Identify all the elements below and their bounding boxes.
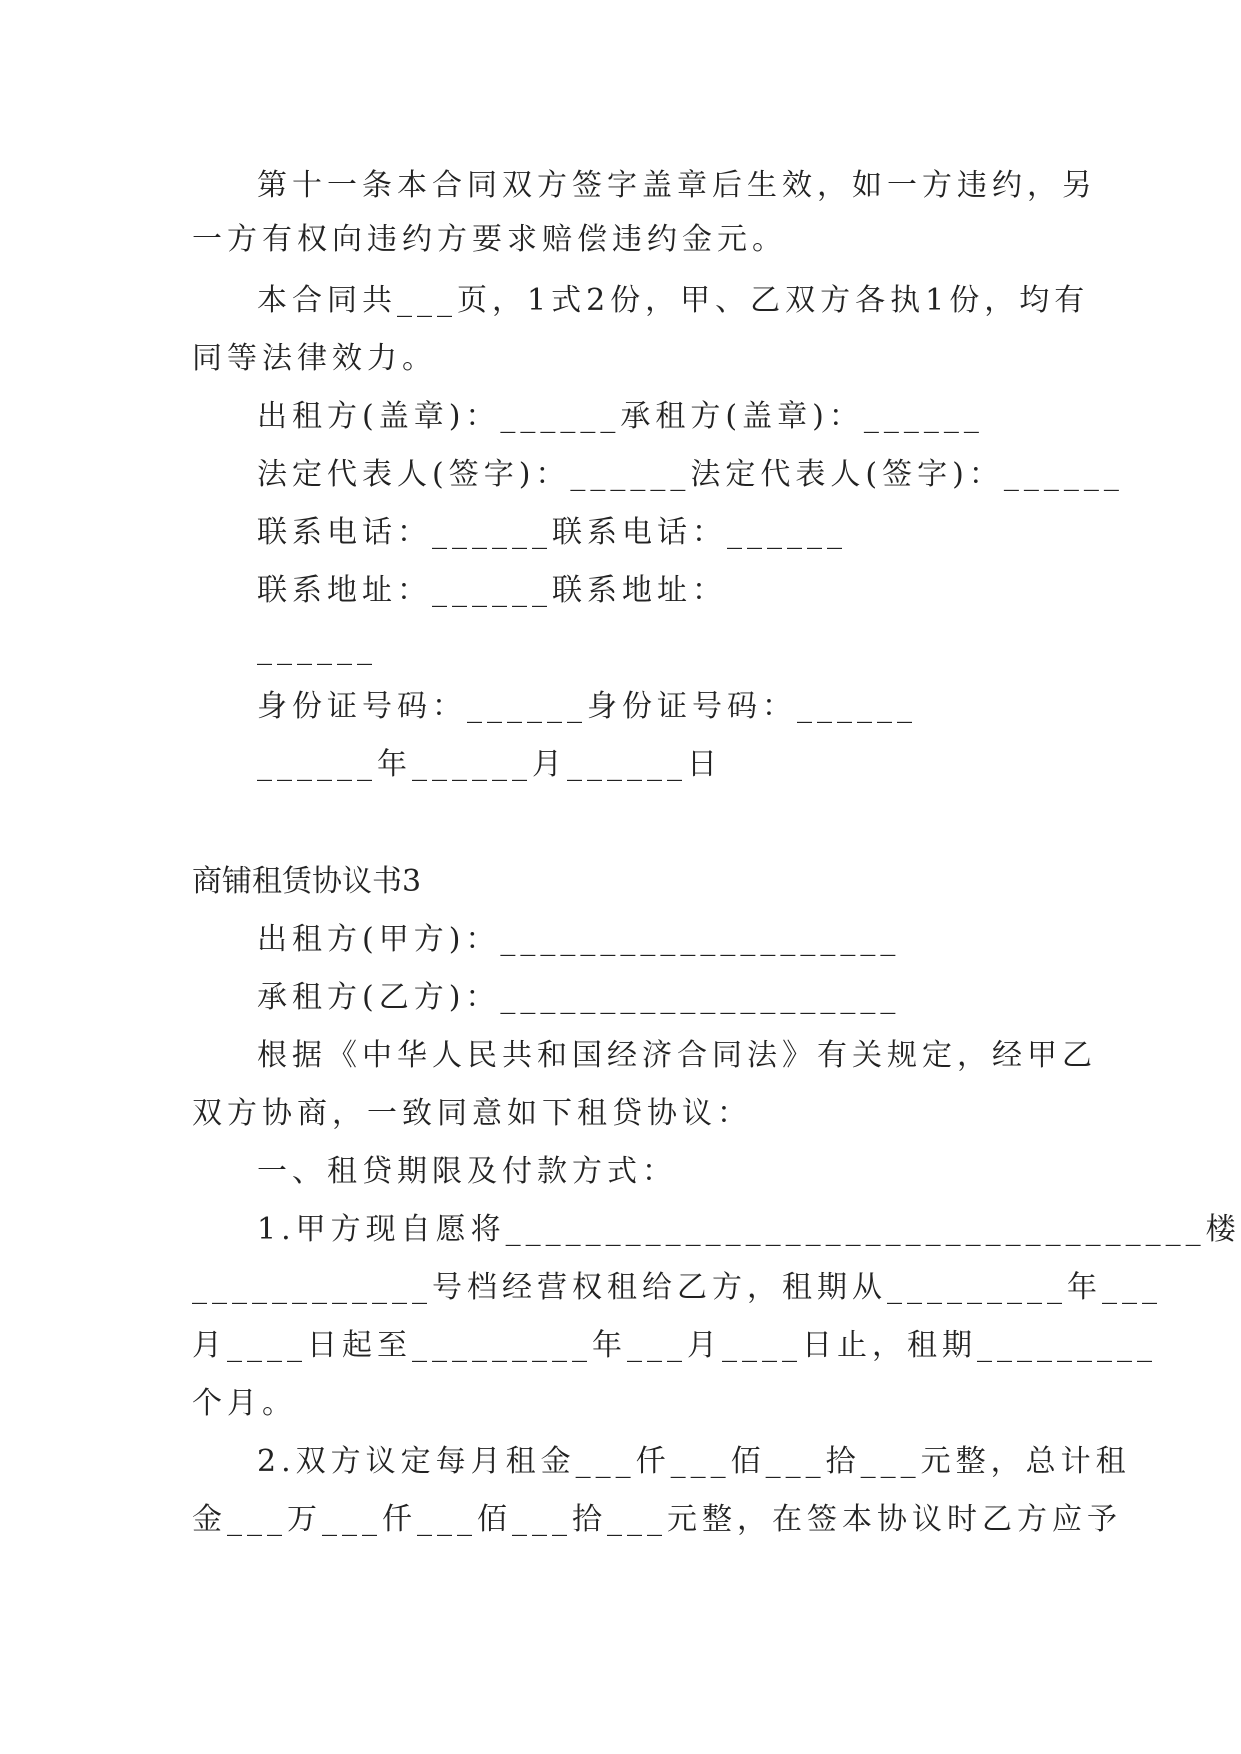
term-2-line-1: 2.双方议定每月租金___仟___佰___拾___元整，总计租	[257, 1444, 1131, 1479]
lessee-line: 承租方(乙方)：____________________	[257, 980, 901, 1015]
contract-pages-line-1: 本合同共___页，1式2份，甲、乙双方各执1份，均有	[257, 283, 1090, 318]
term-1-line-3: 月____日起至_________年___月____日止，租期_________	[192, 1328, 1157, 1363]
id-number-line: 身份证号码：______身份证号码：______	[257, 689, 917, 724]
contact-address-line: 联系地址：______联系地址：	[257, 573, 727, 608]
lessor-line: 出租方(甲方)：____________________	[257, 922, 901, 957]
term-2-line-2: 金___万___仟___佰___拾___元整，在签本协议时乙方应予	[192, 1502, 1122, 1537]
basis-line-1: 根据《中华人民共和国经济合同法》有关规定，经甲乙	[257, 1038, 1097, 1073]
legal-representative-line: 法定代表人(签字)：______法定代表人(签字)：______	[257, 457, 1124, 492]
clause-11-line-1: 第十一条本合同双方签字盖章后生效，如一方违约，另	[257, 168, 1097, 203]
basis-line-2: 双方协商，一致同意如下租贷协议：	[192, 1096, 752, 1131]
contact-address-blank: ______	[257, 631, 377, 666]
date-line: ______年______月______日	[257, 747, 722, 782]
contact-phone-line: 联系电话：______联系电话：______	[257, 515, 847, 550]
clause-11-line-2: 一方有权向违约方要求赔偿违约金元。	[192, 222, 787, 257]
signature-seal-line: 出租方(盖章)：______承租方(盖章)：______	[257, 399, 984, 434]
contract-pages-line-2: 同等法律效力。	[192, 341, 437, 376]
term-1-line-4: 个月。	[192, 1386, 297, 1421]
term-1-line-1: 1.甲方现自愿将___________________________________楼	[257, 1212, 1241, 1247]
section-title: 商铺租赁协议书3	[192, 864, 422, 899]
lease-terms-heading: 一、租贷期限及付款方式：	[257, 1154, 677, 1189]
term-1-line-2: ____________号档经营权租给乙方，租期从_________年___	[192, 1270, 1162, 1305]
